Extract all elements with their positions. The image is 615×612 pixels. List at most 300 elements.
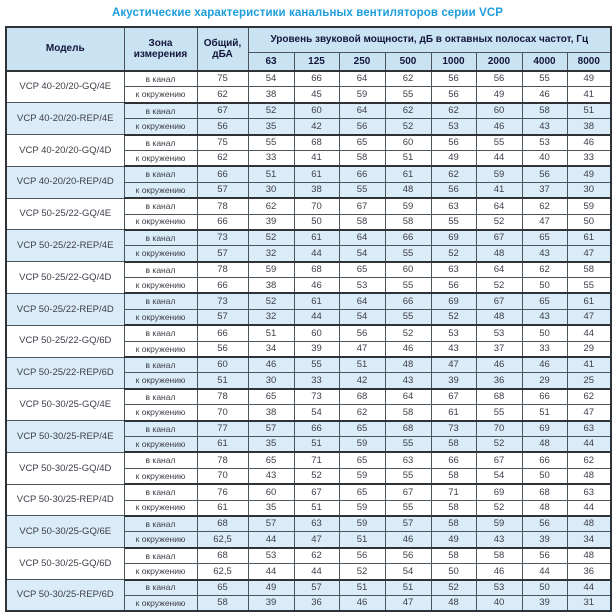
total-dba-value: 66 xyxy=(197,214,248,230)
band-value-500hz: 43 xyxy=(385,373,431,389)
col-header-total-dba: Общий, дБА xyxy=(197,27,248,71)
model-name: VCP 40-20/20-GQ/4E xyxy=(6,71,124,103)
band-value-125hz: 52 xyxy=(294,468,339,484)
band-value-4000hz: 48 xyxy=(522,436,567,452)
band-value-125hz: 41 xyxy=(294,150,339,166)
band-value-500hz: 48 xyxy=(385,182,431,198)
band-value-8000hz: 51 xyxy=(567,103,611,119)
total-dba-value: 68 xyxy=(197,516,248,532)
band-value-125hz: 46 xyxy=(294,278,339,294)
band-value-63hz: 43 xyxy=(248,468,294,484)
band-value-250hz: 64 xyxy=(339,103,385,119)
band-value-1000hz: 58 xyxy=(431,436,476,452)
band-value-250hz: 53 xyxy=(339,278,385,294)
total-dba-value: 66 xyxy=(197,278,248,294)
band-value-250hz: 59 xyxy=(339,436,385,452)
band-value-63hz: 44 xyxy=(248,532,294,548)
band-value-125hz: 44 xyxy=(294,309,339,325)
band-value-500hz: 46 xyxy=(385,341,431,357)
band-value-4000hz: 65 xyxy=(522,230,567,246)
band-value-2000hz: 48 xyxy=(476,246,522,262)
band-value-2000hz: 48 xyxy=(476,309,522,325)
band-value-63hz: 39 xyxy=(248,214,294,230)
total-dba-value: 58 xyxy=(197,595,248,611)
band-value-125hz: 54 xyxy=(294,405,339,421)
band-value-63hz: 35 xyxy=(248,436,294,452)
band-value-125hz: 67 xyxy=(294,484,339,500)
band-value-4000hz: 44 xyxy=(522,564,567,580)
band-value-500hz: 58 xyxy=(385,405,431,421)
zone-label: в канал xyxy=(124,548,197,564)
band-value-125hz: 44 xyxy=(294,246,339,262)
model-name: VCP 40-20/20-REP/4D xyxy=(6,166,124,198)
band-value-1000hz: 56 xyxy=(431,182,476,198)
band-value-125hz: 70 xyxy=(294,198,339,214)
band-value-8000hz: 41 xyxy=(567,357,611,373)
band-value-63hz: 57 xyxy=(248,421,294,437)
col-header-freq-2000: 2000 xyxy=(476,52,522,71)
band-value-63hz: 35 xyxy=(248,500,294,516)
band-value-1000hz: 47 xyxy=(431,357,476,373)
band-value-250hz: 56 xyxy=(339,548,385,564)
band-value-500hz: 67 xyxy=(385,484,431,500)
table-row xyxy=(6,325,611,341)
band-value-250hz: 47 xyxy=(339,341,385,357)
band-value-2000hz: 36 xyxy=(476,373,522,389)
band-value-8000hz: 59 xyxy=(567,198,611,214)
zone-label: в канал xyxy=(124,580,197,596)
model-name: VCP 50-30/25-GQ/4E xyxy=(6,389,124,421)
band-value-4000hz: 65 xyxy=(522,293,567,309)
zone-label: к окружению xyxy=(124,182,197,198)
model-name: VCP 50-25/22-REP/6D xyxy=(6,357,124,389)
band-value-8000hz: 44 xyxy=(567,436,611,452)
band-value-8000hz: 44 xyxy=(567,500,611,516)
table-row xyxy=(6,516,611,532)
band-value-1000hz: 62 xyxy=(431,166,476,182)
band-value-250hz: 67 xyxy=(339,198,385,214)
page-title: Акустические характеристики канальных вентиляторов серии VCP xyxy=(111,7,504,19)
band-value-125hz: 38 xyxy=(294,182,339,198)
total-dba-value: 56 xyxy=(197,341,248,357)
band-value-500hz: 58 xyxy=(385,214,431,230)
zone-label: в канал xyxy=(124,71,197,87)
table-row xyxy=(6,166,611,182)
band-value-1000hz: 58 xyxy=(431,548,476,564)
total-dba-value: 68 xyxy=(197,548,248,564)
band-value-2000hz: 52 xyxy=(476,278,522,294)
zone-label: в канал xyxy=(124,103,197,119)
total-dba-value: 62,5 xyxy=(197,564,248,580)
band-value-125hz: 68 xyxy=(294,135,339,151)
band-value-250hz: 64 xyxy=(339,71,385,87)
band-value-63hz: 62 xyxy=(248,198,294,214)
band-value-4000hz: 37 xyxy=(522,182,567,198)
band-value-2000hz: 56 xyxy=(476,71,522,87)
band-value-2000hz: 53 xyxy=(476,325,522,341)
band-value-500hz: 60 xyxy=(385,262,431,278)
band-value-500hz: 55 xyxy=(385,87,431,103)
total-dba-value: 77 xyxy=(197,421,248,437)
band-value-4000hz: 47 xyxy=(522,214,567,230)
band-value-500hz: 55 xyxy=(385,500,431,516)
total-dba-value: 67 xyxy=(197,103,248,119)
table-row xyxy=(6,103,611,119)
band-value-2000hz: 46 xyxy=(476,564,522,580)
band-value-125hz: 45 xyxy=(294,87,339,103)
band-value-125hz: 66 xyxy=(294,421,339,437)
band-value-125hz: 60 xyxy=(294,325,339,341)
band-value-4000hz: 68 xyxy=(522,484,567,500)
model-name: VCP 50-30/25-GQ/6D xyxy=(6,548,124,580)
zone-label: в канал xyxy=(124,452,197,468)
band-value-250hz: 59 xyxy=(339,468,385,484)
band-value-1000hz: 52 xyxy=(431,246,476,262)
band-value-63hz: 35 xyxy=(248,119,294,135)
band-value-4000hz: 43 xyxy=(522,246,567,262)
band-value-500hz: 51 xyxy=(385,580,431,596)
band-value-63hz: 32 xyxy=(248,309,294,325)
band-value-8000hz: 47 xyxy=(567,405,611,421)
band-value-125hz: 42 xyxy=(294,119,339,135)
total-dba-value: 75 xyxy=(197,135,248,151)
zone-label: к окружению xyxy=(124,214,197,230)
band-value-125hz: 39 xyxy=(294,341,339,357)
table-header xyxy=(6,27,611,71)
band-value-500hz: 46 xyxy=(385,532,431,548)
zone-label: к окружению xyxy=(124,87,197,103)
band-value-8000hz: 36 xyxy=(567,564,611,580)
band-value-63hz: 38 xyxy=(248,405,294,421)
band-value-8000hz: 48 xyxy=(567,548,611,564)
band-value-1000hz: 56 xyxy=(431,135,476,151)
band-value-63hz: 39 xyxy=(248,595,294,611)
total-dba-value: 73 xyxy=(197,293,248,309)
band-value-8000hz: 38 xyxy=(567,119,611,135)
model-name: VCP 40-20/20-REP/4E xyxy=(6,103,124,135)
model-name: VCP 50-25/22-GQ/6D xyxy=(6,325,124,357)
band-value-125hz: 68 xyxy=(294,262,339,278)
band-value-2000hz: 64 xyxy=(476,198,522,214)
band-value-8000hz: 47 xyxy=(567,309,611,325)
band-value-1000hz: 52 xyxy=(431,580,476,596)
band-value-63hz: 53 xyxy=(248,548,294,564)
band-value-250hz: 65 xyxy=(339,421,385,437)
band-value-250hz: 56 xyxy=(339,119,385,135)
total-dba-value: 57 xyxy=(197,246,248,262)
band-value-63hz: 33 xyxy=(248,150,294,166)
band-value-2000hz: 52 xyxy=(476,214,522,230)
band-value-8000hz: 46 xyxy=(567,135,611,151)
band-value-8000hz: 31 xyxy=(567,595,611,611)
model-name: VCP 50-30/25-REP/4E xyxy=(6,421,124,453)
zone-label: в канал xyxy=(124,516,197,532)
band-value-250hz: 55 xyxy=(339,182,385,198)
band-value-1000hz: 67 xyxy=(431,389,476,405)
band-value-500hz: 57 xyxy=(385,516,431,532)
band-value-2000hz: 67 xyxy=(476,293,522,309)
band-value-250hz: 65 xyxy=(339,452,385,468)
band-value-4000hz: 53 xyxy=(522,135,567,151)
zone-label: к окружению xyxy=(124,468,197,484)
total-dba-value: 70 xyxy=(197,405,248,421)
acoustics-table xyxy=(5,26,612,612)
band-value-1000hz: 58 xyxy=(431,500,476,516)
band-value-2000hz: 40 xyxy=(476,595,522,611)
band-value-250hz: 65 xyxy=(339,262,385,278)
band-value-63hz: 55 xyxy=(248,135,294,151)
table-row xyxy=(6,71,611,87)
band-value-2000hz: 52 xyxy=(476,436,522,452)
band-value-4000hz: 43 xyxy=(522,309,567,325)
band-value-1000hz: 48 xyxy=(431,595,476,611)
col-header-freq-63: 63 xyxy=(248,52,294,71)
band-value-2000hz: 55 xyxy=(476,405,522,421)
band-value-4000hz: 50 xyxy=(522,580,567,596)
band-value-500hz: 59 xyxy=(385,198,431,214)
band-value-2000hz: 54 xyxy=(476,468,522,484)
band-value-1000hz: 66 xyxy=(431,452,476,468)
band-value-1000hz: 69 xyxy=(431,293,476,309)
band-value-4000hz: 46 xyxy=(522,357,567,373)
band-value-63hz: 30 xyxy=(248,373,294,389)
band-value-2000hz: 59 xyxy=(476,166,522,182)
band-value-8000hz: 44 xyxy=(567,580,611,596)
table-row xyxy=(6,357,611,373)
total-dba-value: 61 xyxy=(197,500,248,516)
band-value-500hz: 63 xyxy=(385,452,431,468)
band-value-1000hz: 55 xyxy=(431,214,476,230)
band-value-1000hz: 56 xyxy=(431,71,476,87)
band-value-8000hz: 63 xyxy=(567,421,611,437)
band-value-500hz: 52 xyxy=(385,325,431,341)
band-value-2000hz: 41 xyxy=(476,182,522,198)
band-value-4000hz: 48 xyxy=(522,500,567,516)
band-value-63hz: 52 xyxy=(248,230,294,246)
band-value-1000hz: 53 xyxy=(431,325,476,341)
model-name: VCP 50-25/22-REP/4D xyxy=(6,293,124,325)
band-value-4000hz: 56 xyxy=(522,516,567,532)
band-value-8000hz: 33 xyxy=(567,150,611,166)
band-value-125hz: 33 xyxy=(294,373,339,389)
band-value-63hz: 57 xyxy=(248,516,294,532)
band-value-125hz: 61 xyxy=(294,230,339,246)
band-value-4000hz: 39 xyxy=(522,532,567,548)
band-value-63hz: 32 xyxy=(248,246,294,262)
band-value-125hz: 57 xyxy=(294,580,339,596)
band-value-63hz: 38 xyxy=(248,278,294,294)
band-value-8000hz: 62 xyxy=(567,452,611,468)
band-value-8000hz: 55 xyxy=(567,278,611,294)
band-value-63hz: 49 xyxy=(248,580,294,596)
band-value-63hz: 44 xyxy=(248,564,294,580)
band-value-2000hz: 69 xyxy=(476,484,522,500)
band-value-125hz: 60 xyxy=(294,103,339,119)
table-row xyxy=(6,548,611,564)
band-value-63hz: 54 xyxy=(248,71,294,87)
total-dba-value: 62,5 xyxy=(197,532,248,548)
band-value-8000hz: 58 xyxy=(567,262,611,278)
band-value-8000hz: 63 xyxy=(567,484,611,500)
band-value-1000hz: 52 xyxy=(431,309,476,325)
band-value-125hz: 51 xyxy=(294,500,339,516)
band-value-8000hz: 50 xyxy=(567,214,611,230)
band-value-63hz: 52 xyxy=(248,103,294,119)
band-value-63hz: 51 xyxy=(248,325,294,341)
band-value-250hz: 68 xyxy=(339,389,385,405)
table-row xyxy=(6,135,611,151)
band-value-250hz: 59 xyxy=(339,87,385,103)
band-value-250hz: 65 xyxy=(339,135,385,151)
table-row xyxy=(6,262,611,278)
band-value-500hz: 68 xyxy=(385,421,431,437)
band-value-125hz: 63 xyxy=(294,516,339,532)
total-dba-value: 76 xyxy=(197,484,248,500)
model-name: VCP 50-30/25-GQ/6E xyxy=(6,516,124,548)
band-value-4000hz: 50 xyxy=(522,278,567,294)
model-name: VCP 50-30/25-REP/4D xyxy=(6,484,124,516)
band-value-4000hz: 39 xyxy=(522,595,567,611)
band-value-250hz: 58 xyxy=(339,214,385,230)
total-dba-value: 78 xyxy=(197,262,248,278)
col-header-freq-125: 125 xyxy=(294,52,339,71)
band-value-2000hz: 59 xyxy=(476,516,522,532)
band-value-1000hz: 62 xyxy=(431,103,476,119)
model-name: VCP 40-20/20-GQ/4D xyxy=(6,135,124,167)
band-value-500hz: 66 xyxy=(385,293,431,309)
band-value-2000hz: 68 xyxy=(476,389,522,405)
band-value-8000hz: 34 xyxy=(567,532,611,548)
band-value-500hz: 62 xyxy=(385,71,431,87)
total-dba-value: 78 xyxy=(197,452,248,468)
band-value-125hz: 62 xyxy=(294,548,339,564)
zone-label: к окружению xyxy=(124,278,197,294)
band-value-125hz: 55 xyxy=(294,357,339,373)
zone-label: к окружению xyxy=(124,373,197,389)
band-value-1000hz: 63 xyxy=(431,198,476,214)
band-value-125hz: 61 xyxy=(294,166,339,182)
band-value-250hz: 51 xyxy=(339,357,385,373)
model-name: VCP 50-30/25-GQ/4D xyxy=(6,452,124,484)
total-dba-value: 62 xyxy=(197,150,248,166)
band-value-4000hz: 46 xyxy=(522,87,567,103)
band-value-4000hz: 66 xyxy=(522,389,567,405)
band-value-8000hz: 61 xyxy=(567,230,611,246)
band-value-250hz: 42 xyxy=(339,373,385,389)
band-value-63hz: 65 xyxy=(248,389,294,405)
band-value-63hz: 51 xyxy=(248,166,294,182)
band-value-250hz: 65 xyxy=(339,484,385,500)
col-header-freq-500: 500 xyxy=(385,52,431,71)
zone-label: к окружению xyxy=(124,436,197,452)
zone-label: к окружению xyxy=(124,309,197,325)
band-value-8000hz: 29 xyxy=(567,341,611,357)
band-value-1000hz: 43 xyxy=(431,341,476,357)
band-value-500hz: 64 xyxy=(385,389,431,405)
band-value-1000hz: 73 xyxy=(431,421,476,437)
band-value-2000hz: 58 xyxy=(476,548,522,564)
band-value-2000hz: 43 xyxy=(476,532,522,548)
band-value-125hz: 66 xyxy=(294,71,339,87)
band-value-8000hz: 61 xyxy=(567,293,611,309)
band-value-8000hz: 62 xyxy=(567,389,611,405)
col-header-band-title: Уровень звуковой мощности, дБ в октавных полосах частот, Гц xyxy=(248,27,611,52)
band-value-2000hz: 52 xyxy=(476,500,522,516)
zone-label: в канал xyxy=(124,421,197,437)
band-value-8000hz: 44 xyxy=(567,325,611,341)
band-value-500hz: 62 xyxy=(385,103,431,119)
band-value-1000hz: 56 xyxy=(431,87,476,103)
band-value-8000hz: 49 xyxy=(567,166,611,182)
band-value-250hz: 64 xyxy=(339,293,385,309)
table-row xyxy=(6,484,611,500)
zone-label: к окружению xyxy=(124,405,197,421)
total-dba-value: 78 xyxy=(197,198,248,214)
band-value-125hz: 47 xyxy=(294,532,339,548)
band-value-500hz: 61 xyxy=(385,166,431,182)
zone-label: к окружению xyxy=(124,532,197,548)
band-value-125hz: 51 xyxy=(294,436,339,452)
band-value-4000hz: 40 xyxy=(522,150,567,166)
col-header-freq-250: 250 xyxy=(339,52,385,71)
zone-label: в канал xyxy=(124,357,197,373)
band-value-4000hz: 29 xyxy=(522,373,567,389)
band-value-250hz: 59 xyxy=(339,500,385,516)
table-row xyxy=(6,452,611,468)
zone-label: к окружению xyxy=(124,150,197,166)
total-dba-value: 62 xyxy=(197,87,248,103)
band-value-1000hz: 63 xyxy=(431,262,476,278)
zone-label: в канал xyxy=(124,389,197,405)
band-value-63hz: 59 xyxy=(248,262,294,278)
band-value-500hz: 54 xyxy=(385,564,431,580)
band-value-8000hz: 47 xyxy=(567,246,611,262)
band-value-1000hz: 69 xyxy=(431,230,476,246)
zone-label: в канал xyxy=(124,198,197,214)
band-value-8000hz: 30 xyxy=(567,182,611,198)
band-value-1000hz: 50 xyxy=(431,564,476,580)
band-value-500hz: 55 xyxy=(385,468,431,484)
total-dba-value: 78 xyxy=(197,389,248,405)
band-value-63hz: 34 xyxy=(248,341,294,357)
band-value-500hz: 55 xyxy=(385,278,431,294)
band-value-250hz: 66 xyxy=(339,166,385,182)
band-value-1000hz: 53 xyxy=(431,119,476,135)
band-value-63hz: 38 xyxy=(248,87,294,103)
table-row xyxy=(6,230,611,246)
band-value-2000hz: 67 xyxy=(476,230,522,246)
total-dba-value: 73 xyxy=(197,230,248,246)
band-value-4000hz: 62 xyxy=(522,198,567,214)
band-value-63hz: 65 xyxy=(248,452,294,468)
band-value-125hz: 61 xyxy=(294,293,339,309)
band-value-4000hz: 58 xyxy=(522,103,567,119)
band-value-4000hz: 56 xyxy=(522,548,567,564)
band-value-1000hz: 61 xyxy=(431,405,476,421)
model-name: VCP 50-30/25-REP/6D xyxy=(6,580,124,612)
band-value-4000hz: 66 xyxy=(522,452,567,468)
total-dba-value: 57 xyxy=(197,182,248,198)
band-value-2000hz: 64 xyxy=(476,262,522,278)
zone-label: к окружению xyxy=(124,500,197,516)
zone-label: к окружению xyxy=(124,595,197,611)
table-row xyxy=(6,389,611,405)
band-value-2000hz: 44 xyxy=(476,150,522,166)
band-value-500hz: 56 xyxy=(385,548,431,564)
band-value-500hz: 55 xyxy=(385,246,431,262)
col-header-freq-1000: 1000 xyxy=(431,52,476,71)
band-value-2000hz: 55 xyxy=(476,135,522,151)
